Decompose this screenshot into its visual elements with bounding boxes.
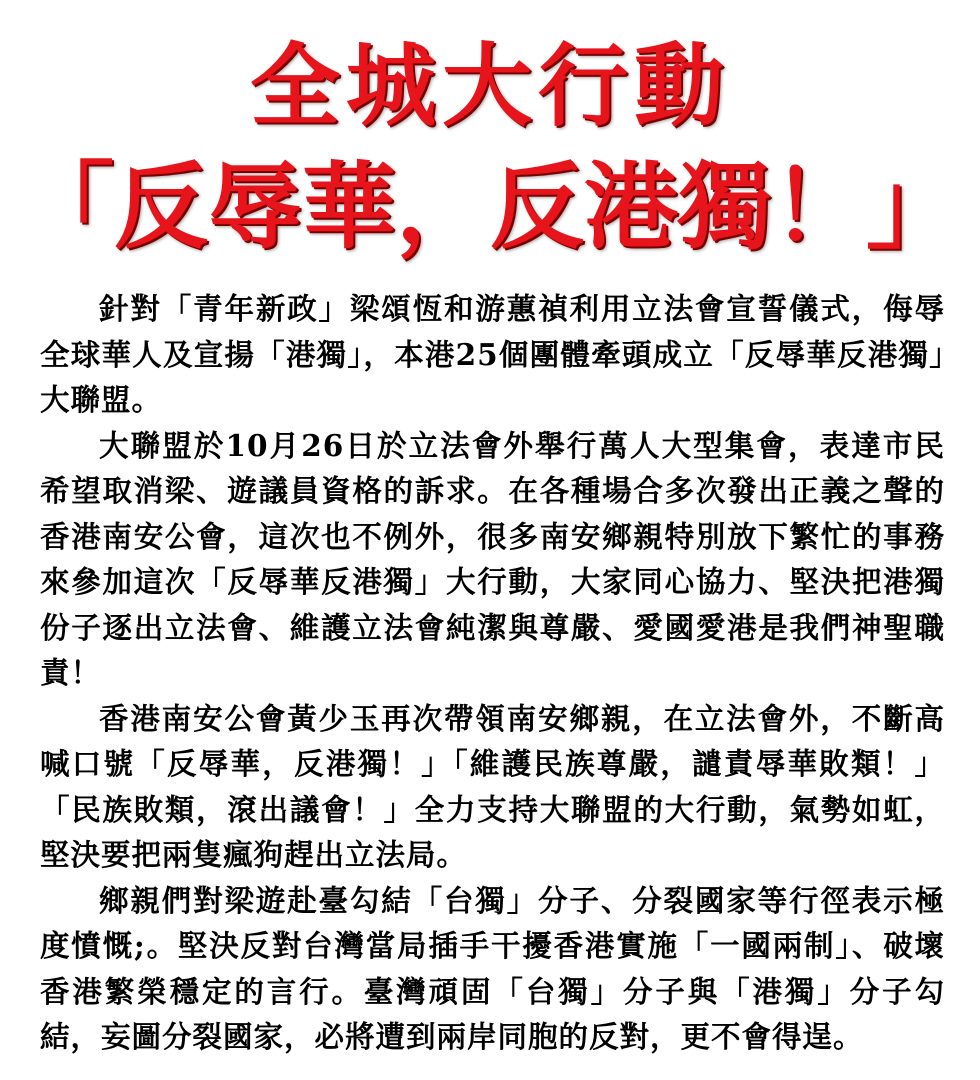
- headline-slogan: 「反辱華，反港獨！」: [19, 153, 960, 262]
- article-body: [40, 286, 945, 1060]
- paragraph-1: 針對「青年新政」梁頌恆和游蕙禎利用立法會宣誓儀式，侮辱全球華人及宣揚「港獨」，本港25個團體牽頭成立「反辱華反港獨」大聯盟。: [40, 291, 945, 417]
- headline-title: 全城大行動: [250, 34, 730, 139]
- paragraph-2: 大聯盟於10月26日於立法會外舉行萬人大型集會，表達市民希望取消梁、遊議員資格的訴求。在各種場合多次發出正義之聲的香港南安公會，這次也不例外，很多南安鄉親特別放下繁忙的事務來參加這次「反辱華反港獨」大行動，大家同心協力、堅決把港獨份子逐出立法會、維護立法會純潔與尊嚴、愛國愛港是我們神聖職責！: [40, 427, 945, 690]
- paragraph-4: 鄉親們對梁遊赴臺勾結「台獨」分子、分裂國家等行徑表示極度憤慨;。堅決反對台灣當局插手干擾香港實施「一國兩制」、破壞香港繁榮穩定的言行。臺灣頑固「台獨」分子與「港獨」分子勾結，妄圖分裂國家，必將遭到兩岸同胞的反對，更不會得逞。: [40, 882, 945, 1054]
- paragraph-3: 香港南安公會黃少玉再次帶領南安鄉親，在立法會外，不斷高喊口號「反辱華，反港獨！」「維護民族尊嚴，譴責辱華敗類！」「民族敗類，滾出議會！」全力支持大聯盟的大行動，氣勢如虹，堅決要把兩隻瘋狗趕出立法局。: [40, 700, 945, 872]
